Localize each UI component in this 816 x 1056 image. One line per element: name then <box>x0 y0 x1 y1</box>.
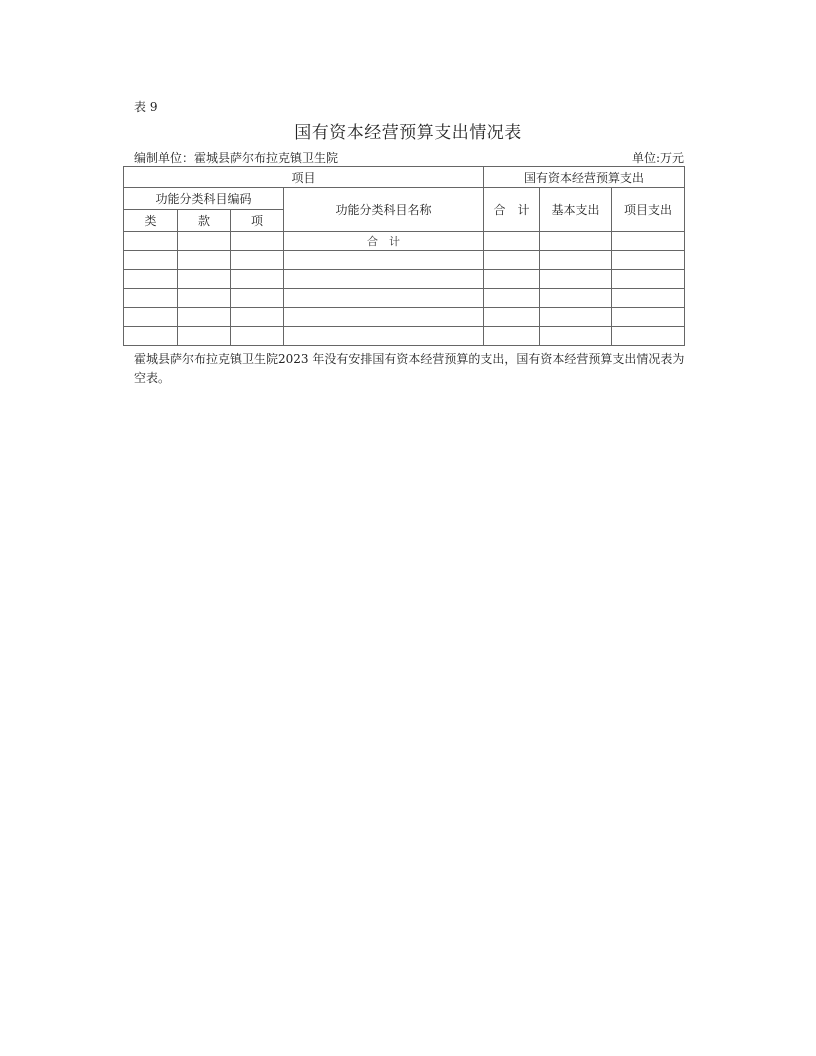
cell-item <box>231 289 284 308</box>
page-title: 国有资本经营预算支出情况表 <box>294 123 522 143</box>
cell-total <box>484 289 540 308</box>
header-name-col: 功能分类科目名称 <box>284 188 484 232</box>
cell-project <box>612 289 685 308</box>
cell-name <box>284 251 484 270</box>
header-row-1 <box>124 167 685 188</box>
cell-basic <box>540 308 612 327</box>
cell-sec <box>178 232 231 251</box>
budget-table <box>123 166 685 346</box>
cell-project <box>612 232 685 251</box>
header-budget-group: 国有资本经营预算支出 <box>484 167 685 188</box>
cell-project <box>612 327 685 346</box>
cell-name <box>284 327 484 346</box>
table-row <box>124 327 685 346</box>
cell-cat <box>124 270 178 289</box>
header-total-col: 合 计 <box>484 188 540 232</box>
cell-name: 合 计 <box>284 232 484 251</box>
cell-total <box>484 251 540 270</box>
cell-cat <box>124 327 178 346</box>
cell-item <box>231 327 284 346</box>
header-code-group: 功能分类科目编码 <box>124 188 284 210</box>
cell-item <box>231 308 284 327</box>
header-cat: 类 <box>124 210 178 232</box>
cell-sec <box>178 251 231 270</box>
cell-sec <box>178 308 231 327</box>
table-row <box>124 289 685 308</box>
unit-label: 单位:万元 <box>631 151 684 165</box>
cell-sec <box>178 289 231 308</box>
header-basic-col: 基本支出 <box>540 188 612 232</box>
cell-basic <box>540 232 612 251</box>
header-item-col: 项目支出 <box>612 188 685 232</box>
table-number: 表 9 <box>134 100 158 114</box>
table-row <box>124 251 685 270</box>
cell-name <box>284 308 484 327</box>
table-row <box>124 270 685 289</box>
cell-cat <box>124 308 178 327</box>
cell-cat <box>124 232 178 251</box>
table-row <box>124 232 685 251</box>
cell-total <box>484 270 540 289</box>
cell-sec <box>178 327 231 346</box>
header-item: 项 <box>231 210 284 232</box>
cell-project <box>612 270 685 289</box>
cell-basic <box>540 270 612 289</box>
note-text: 霍城县萨尔布拉克镇卫生院2023 年没有安排国有资本经营预算的支出，国有资本经营预算支出情况表为空表。 <box>134 352 685 385</box>
cell-project <box>612 308 685 327</box>
cell-item <box>231 251 284 270</box>
cell-basic <box>540 289 612 308</box>
header-project: 项目 <box>124 167 484 188</box>
cell-total <box>484 232 540 251</box>
table-row <box>124 308 685 327</box>
cell-item <box>231 232 284 251</box>
header-sec: 款 <box>178 210 231 232</box>
cell-basic <box>540 251 612 270</box>
cell-total <box>484 327 540 346</box>
cell-total <box>484 308 540 327</box>
cell-cat <box>124 289 178 308</box>
organization-label: 编制单位：霍城县萨尔布拉克镇卫生院 <box>134 151 339 165</box>
cell-cat <box>124 251 178 270</box>
cell-project <box>612 251 685 270</box>
header-row-2 <box>124 188 685 210</box>
cell-sec <box>178 270 231 289</box>
cell-basic <box>540 327 612 346</box>
cell-name <box>284 289 484 308</box>
cell-item <box>231 270 284 289</box>
cell-name <box>284 270 484 289</box>
